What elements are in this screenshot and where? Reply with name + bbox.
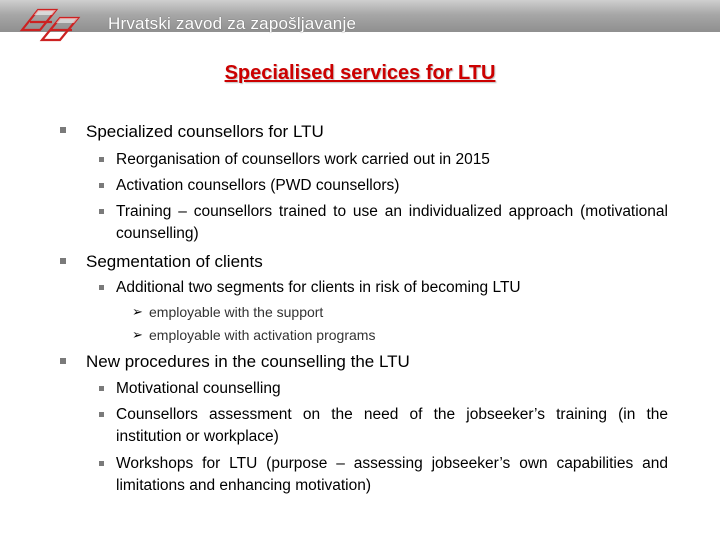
bullet-square-icon <box>99 285 104 290</box>
sub-list-item: employable with activation programs <box>149 327 376 343</box>
bullet-square-icon <box>60 258 66 264</box>
arrow-bullet-icon: ➢ <box>132 304 143 319</box>
bullet-square-icon <box>99 209 104 214</box>
bullet-square-icon <box>99 412 104 417</box>
org-name: Hrvatski zavod za zapošljavanje <box>108 14 357 33</box>
bullet-square-icon <box>99 157 104 162</box>
bullet-square-icon <box>99 386 104 391</box>
section-heading: Segmentation of clients <box>86 252 263 271</box>
list-item: Reorganisation of counsellors work carried out in 2015 <box>116 151 490 168</box>
list-item: Counsellors assessment on the need of the jobseeker’s training (in the institution or workplace) <box>116 406 668 445</box>
bullet-square-icon <box>60 127 66 133</box>
list-item: Workshops for LTU (purpose – assessing jobseeker’s own capabilities and limitations and enhancing motivation) <box>116 455 668 494</box>
list-item: Activation counsellors (PWD counsellors) <box>116 177 400 194</box>
hzz-logo-icon <box>16 0 86 46</box>
section-heading: New procedures in the counselling the LTU <box>86 352 410 371</box>
bullet-square-icon <box>99 183 104 188</box>
slide-title: Specialised services for LTU <box>224 62 496 84</box>
sub-list-item: employable with the support <box>149 304 324 320</box>
list-item: Training – counsellors trained to use an individualized approach (motivational counselling) <box>116 203 668 242</box>
arrow-bullet-icon: ➢ <box>132 327 143 342</box>
section-heading: Specialized counsellors for LTU <box>86 122 324 141</box>
list-item: Motivational counselling <box>116 380 281 397</box>
bullet-square-icon <box>60 358 66 364</box>
bullet-square-icon <box>99 461 104 466</box>
list-item: Additional two segments for clients in risk of becoming LTU <box>116 279 521 296</box>
